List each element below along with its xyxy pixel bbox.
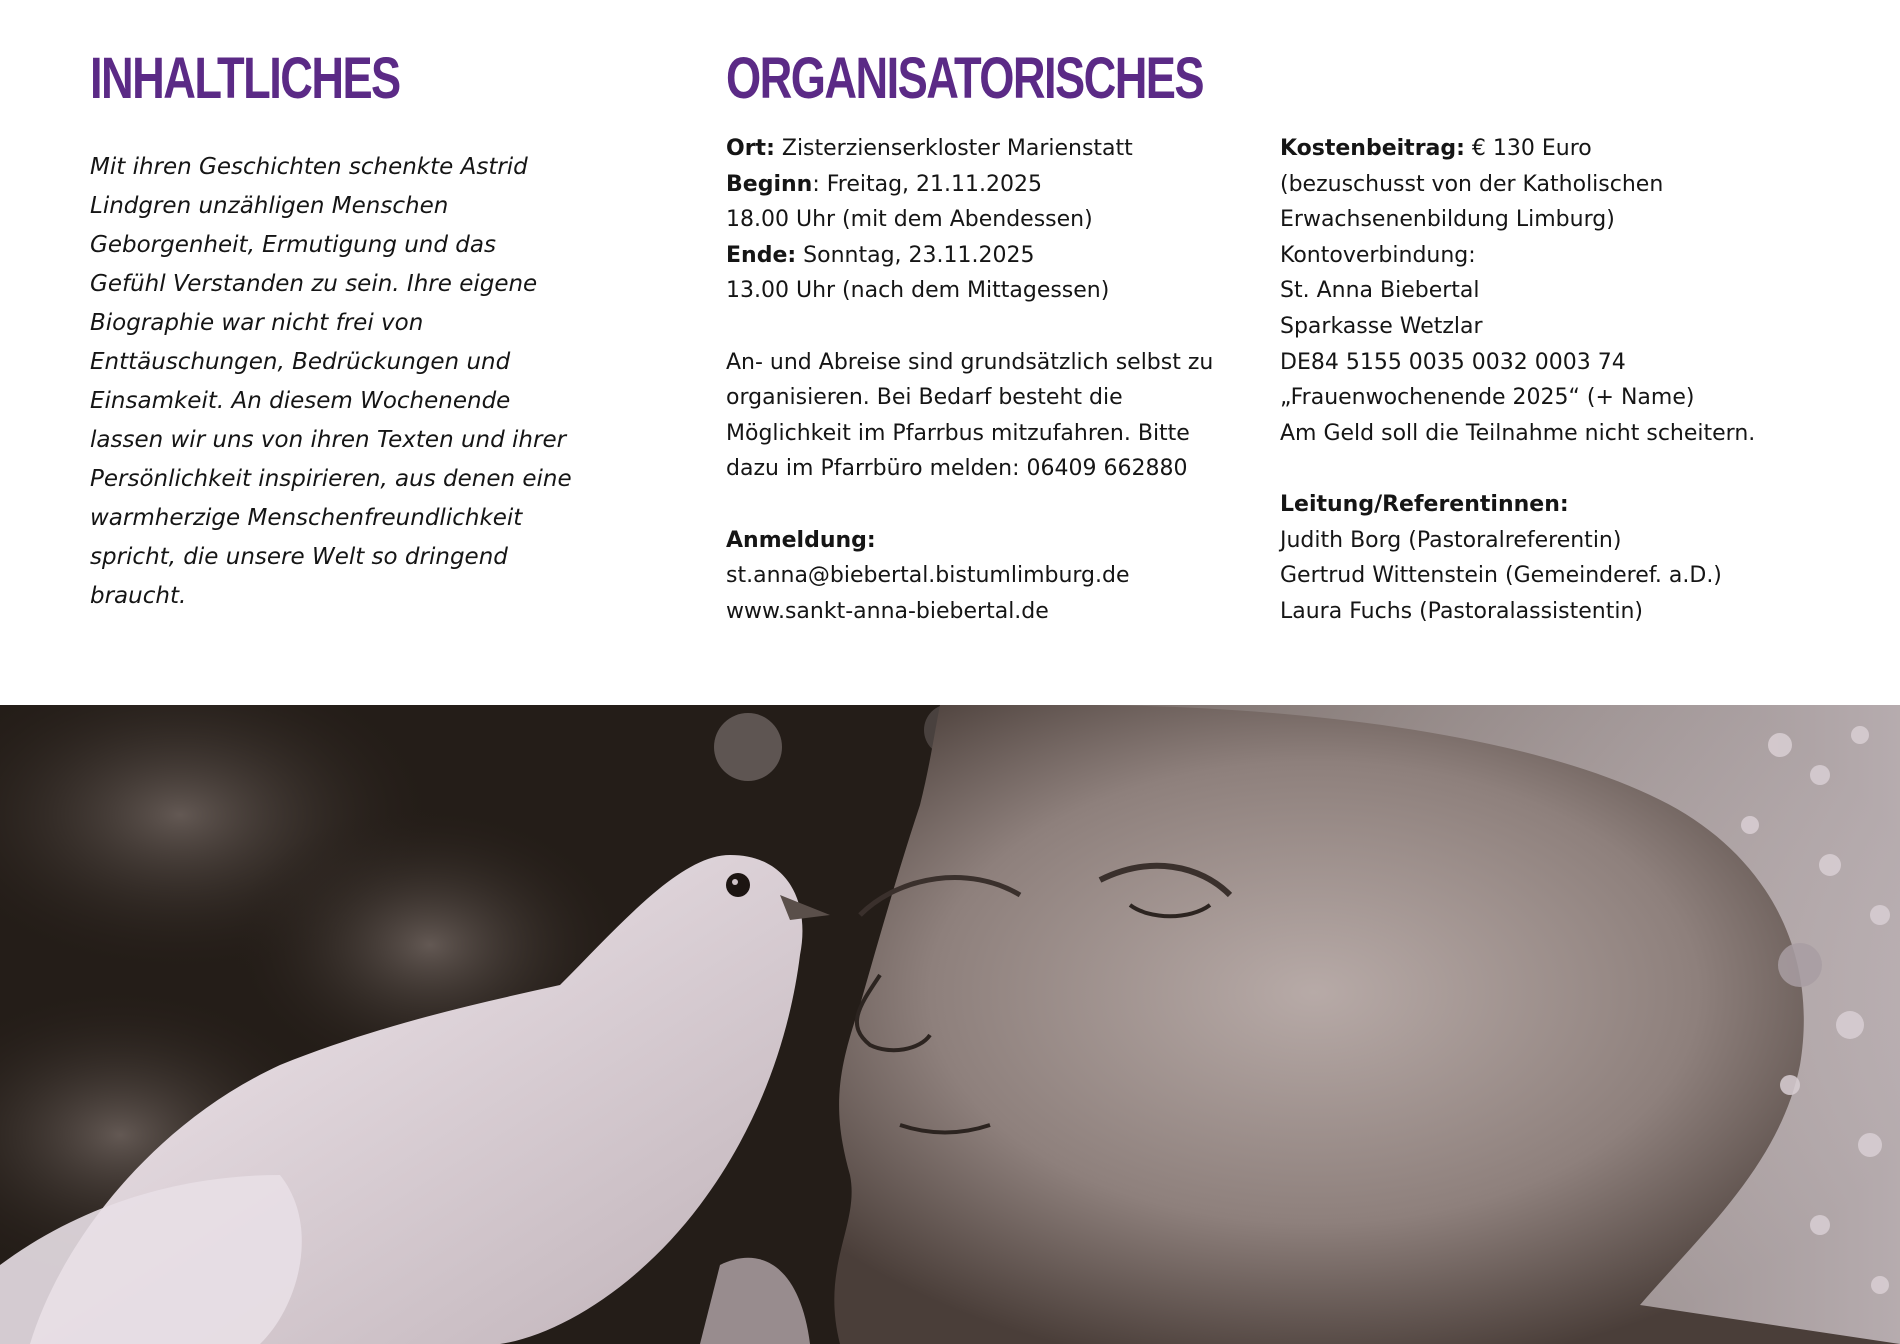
beginn-label: Beginn: [726, 171, 813, 197]
leitung-label: Leitung/Referentinnen:: [1280, 491, 1569, 517]
intro-line: Geborgenheit, Ermutigung und das: [90, 232, 496, 258]
intro-text: [90, 148, 590, 616]
heading-organisatorisches: ORGANISATORISCHES: [726, 46, 1204, 111]
kosten-detail: St. Anna Biebertal: [1280, 278, 1480, 304]
travel-line: dazu im Pfarrbüro melden: 06409 662880: [726, 456, 1188, 482]
organisation-column: [726, 131, 1246, 629]
referentin: Laura Fuchs (Pastoralassistentin): [1280, 598, 1643, 624]
spacer: [1280, 451, 1880, 487]
intro-line: spricht, die unsere Welt so dringend: [90, 544, 508, 570]
ort-value: Zisterzienserkloster Marienstatt: [774, 136, 1133, 161]
email-link[interactable]: st.anna@biebertal.bistumlimburg.de: [726, 563, 1130, 589]
kosten-column: [1280, 131, 1880, 629]
ort-label: Ort:: [726, 136, 775, 161]
intro-line: Mit ihren Geschichten schenkte Astrid: [90, 154, 528, 180]
travel-line: An- und Abreise sind grundsätzlich selbst zu: [726, 349, 1214, 375]
kosten-value: € 130 Euro: [1464, 136, 1592, 161]
kosten-detail: Kontoverbindung:: [1280, 242, 1476, 268]
referentin: Judith Borg (Pastoralreferentin): [1280, 527, 1622, 553]
ende-time: 13.00 Uhr (nach dem Mittagessen): [726, 278, 1110, 304]
photo-woman-with-dove: [0, 705, 1900, 1344]
kosten-detail: „Frauenwochenende 2025“ (+ Name): [1280, 385, 1695, 411]
website-link[interactable]: www.sankt-anna-biebertal.de: [726, 598, 1049, 624]
intro-line: Lindgren unzähligen Menschen: [90, 193, 449, 219]
anmeldung-label: Anmeldung:: [726, 527, 876, 553]
kosten-detail: Am Geld soll die Teilnahme nicht scheitern.: [1280, 420, 1756, 446]
ort-line: [726, 131, 1246, 167]
kosten-label: Kostenbeitrag:: [1280, 136, 1465, 161]
ende-line: [726, 238, 1246, 274]
kosten-detail: Erwachsenenbildung Limburg): [1280, 207, 1615, 233]
intro-line: Gefühl Verstanden zu sein. Ihre eigene: [90, 271, 538, 297]
intro-line: Persönlichkeit inspirieren, aus denen eine: [90, 466, 572, 492]
ende-value: Sonntag, 23.11.2025: [796, 242, 1035, 268]
beginn-value: : Freitag, 21.11.2025: [812, 171, 1043, 197]
ende-label: Ende:: [726, 242, 797, 268]
kosten-detail: Sparkasse Wetzlar: [1280, 313, 1483, 339]
travel-line: organisieren. Bei Bedarf besteht die: [726, 385, 1123, 411]
travel-line: Möglichkeit im Pfarrbus mitzufahren. Bitte: [726, 420, 1190, 446]
intro-line: braucht.: [90, 583, 187, 609]
intro-line: Enttäuschungen, Bedrückungen und: [90, 349, 511, 375]
iban: DE84 5155 0035 0032 0003 74: [1280, 349, 1626, 375]
photo-illustration: [0, 705, 1900, 1344]
intro-line: Einsamkeit. An diesem Wochenende: [90, 388, 511, 414]
beginn-time: 18.00 Uhr (mit dem Abendessen): [726, 207, 1093, 233]
intro-line: warmherzige Menschenfreundlichkeit: [90, 505, 523, 531]
heading-inhaltliches: INHALTLICHES: [90, 46, 400, 111]
spacer: [726, 487, 1246, 523]
intro-line: lassen wir uns von ihren Texten und ihrer: [90, 427, 567, 453]
intro-line: Biographie war nicht frei von: [90, 310, 424, 336]
referentin: Gertrud Wittenstein (Gemeinderef. a.D.): [1280, 563, 1722, 589]
spacer: [726, 309, 1246, 345]
kosten-detail: (bezuschusst von der Katholischen: [1280, 171, 1664, 197]
kosten-line: [1280, 131, 1880, 167]
beginn-line: [726, 167, 1246, 203]
